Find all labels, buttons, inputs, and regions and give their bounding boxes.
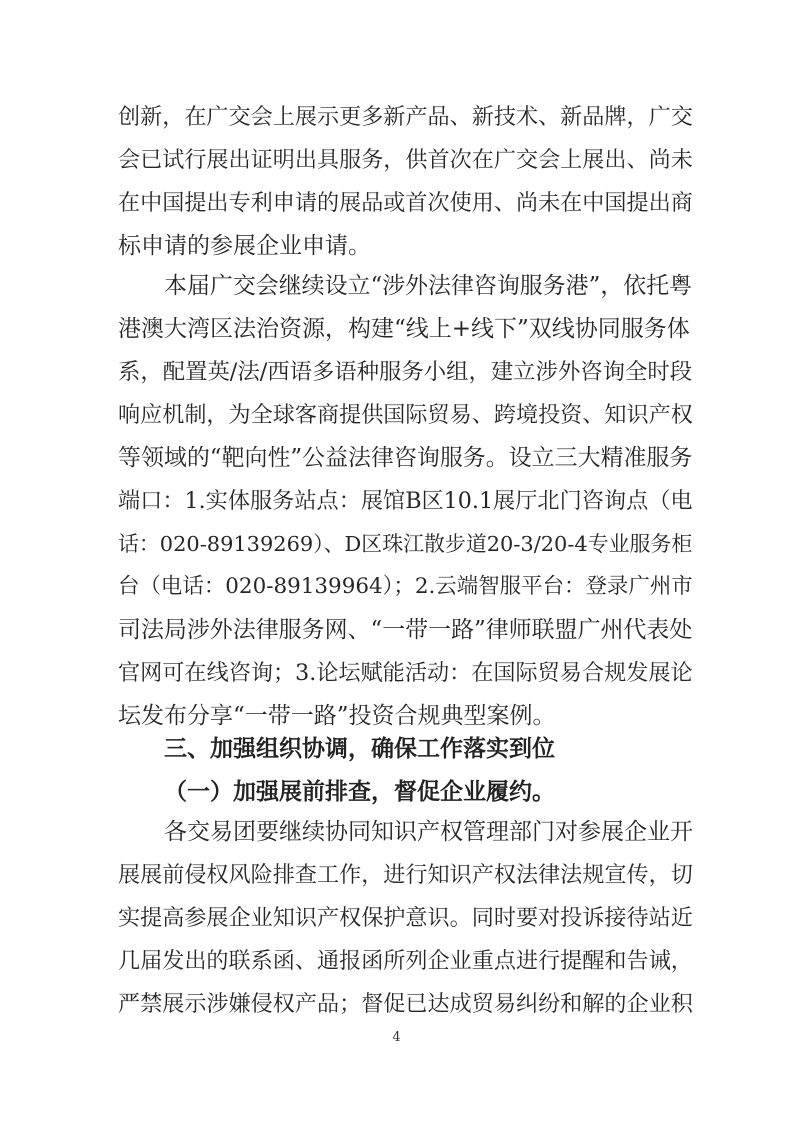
paragraph-line: 在中国提出专利申请的展品或首次使用、尚未在中国提出商 bbox=[118, 190, 693, 216]
paragraph-line: 系，配置英/法/西语多语种服务小组，建立涉外咨询全时段 bbox=[118, 359, 693, 385]
paragraph-line: 实提高参展企业知识产权保护意识。同时要对投诉接待站近 bbox=[118, 905, 693, 931]
paragraph-line: 台（电话：020-89139964）；2.云端智服平台：登录广州市 bbox=[118, 574, 693, 599]
paragraph-line: 本届广交会继续设立“涉外法律咨询服务港”，依托粤 bbox=[164, 273, 693, 299]
paragraph-line: 各交易团要继续协同知识产权管理部门对参展企业开 bbox=[164, 819, 693, 845]
paragraph-line: 会已试行展出证明出具服务，供首次在广交会上展出、尚未 bbox=[118, 147, 693, 173]
page-number: 4 bbox=[392, 1030, 401, 1045]
paragraph-line: 司法局涉外法律服务网、“一带一路”律师联盟广州代表处 bbox=[118, 617, 693, 643]
paragraph-line: 话：020-89139269）、D区珠江散步道20-3/20-4专业服务柜 bbox=[118, 532, 693, 556]
paragraph-line: 展展前侵权风险排查工作，进行知识产权法律法规宣传，切 bbox=[118, 862, 693, 888]
paragraph-line: 港澳大湾区法治资源，构建“线上+线下”双线协同服务体 bbox=[118, 316, 690, 342]
paragraph-line: 标申请的参展企业申请。 bbox=[118, 233, 371, 259]
paragraph-line: 端口：1.实体服务站点：展馆B区10.1展厅北门咨询点（电 bbox=[118, 488, 693, 514]
paragraph-line: 官网可在线咨询；3.论坛赋能活动：在国际贸易合规发展论 bbox=[118, 660, 693, 686]
paragraph-line: 严禁展示涉嫌侵权产品；督促已达成贸易纠纷和解的企业积 bbox=[118, 991, 693, 1017]
paragraph-line: 等领域的“靶向性”公益法律咨询服务。设立三大精准服务 bbox=[118, 445, 693, 471]
paragraph-line: 坛发布分享“一带一路”投资合规典型案例。 bbox=[118, 703, 556, 729]
subsection-heading: （一）加强展前排查，督促企业履约。 bbox=[164, 779, 555, 805]
section-heading: 三、加强组织协调，确保工作落实到位 bbox=[164, 736, 555, 762]
paragraph-line: 创新，在广交会上展示更多新产品、新技术、新品牌，广交 bbox=[118, 104, 693, 130]
paragraph-line: 响应机制，为全球客商提供国际贸易、跨境投资、知识产权 bbox=[118, 402, 693, 428]
paragraph-line: 几届发出的联系函、通报函所列企业重点进行提醒和告诫， bbox=[118, 948, 693, 974]
